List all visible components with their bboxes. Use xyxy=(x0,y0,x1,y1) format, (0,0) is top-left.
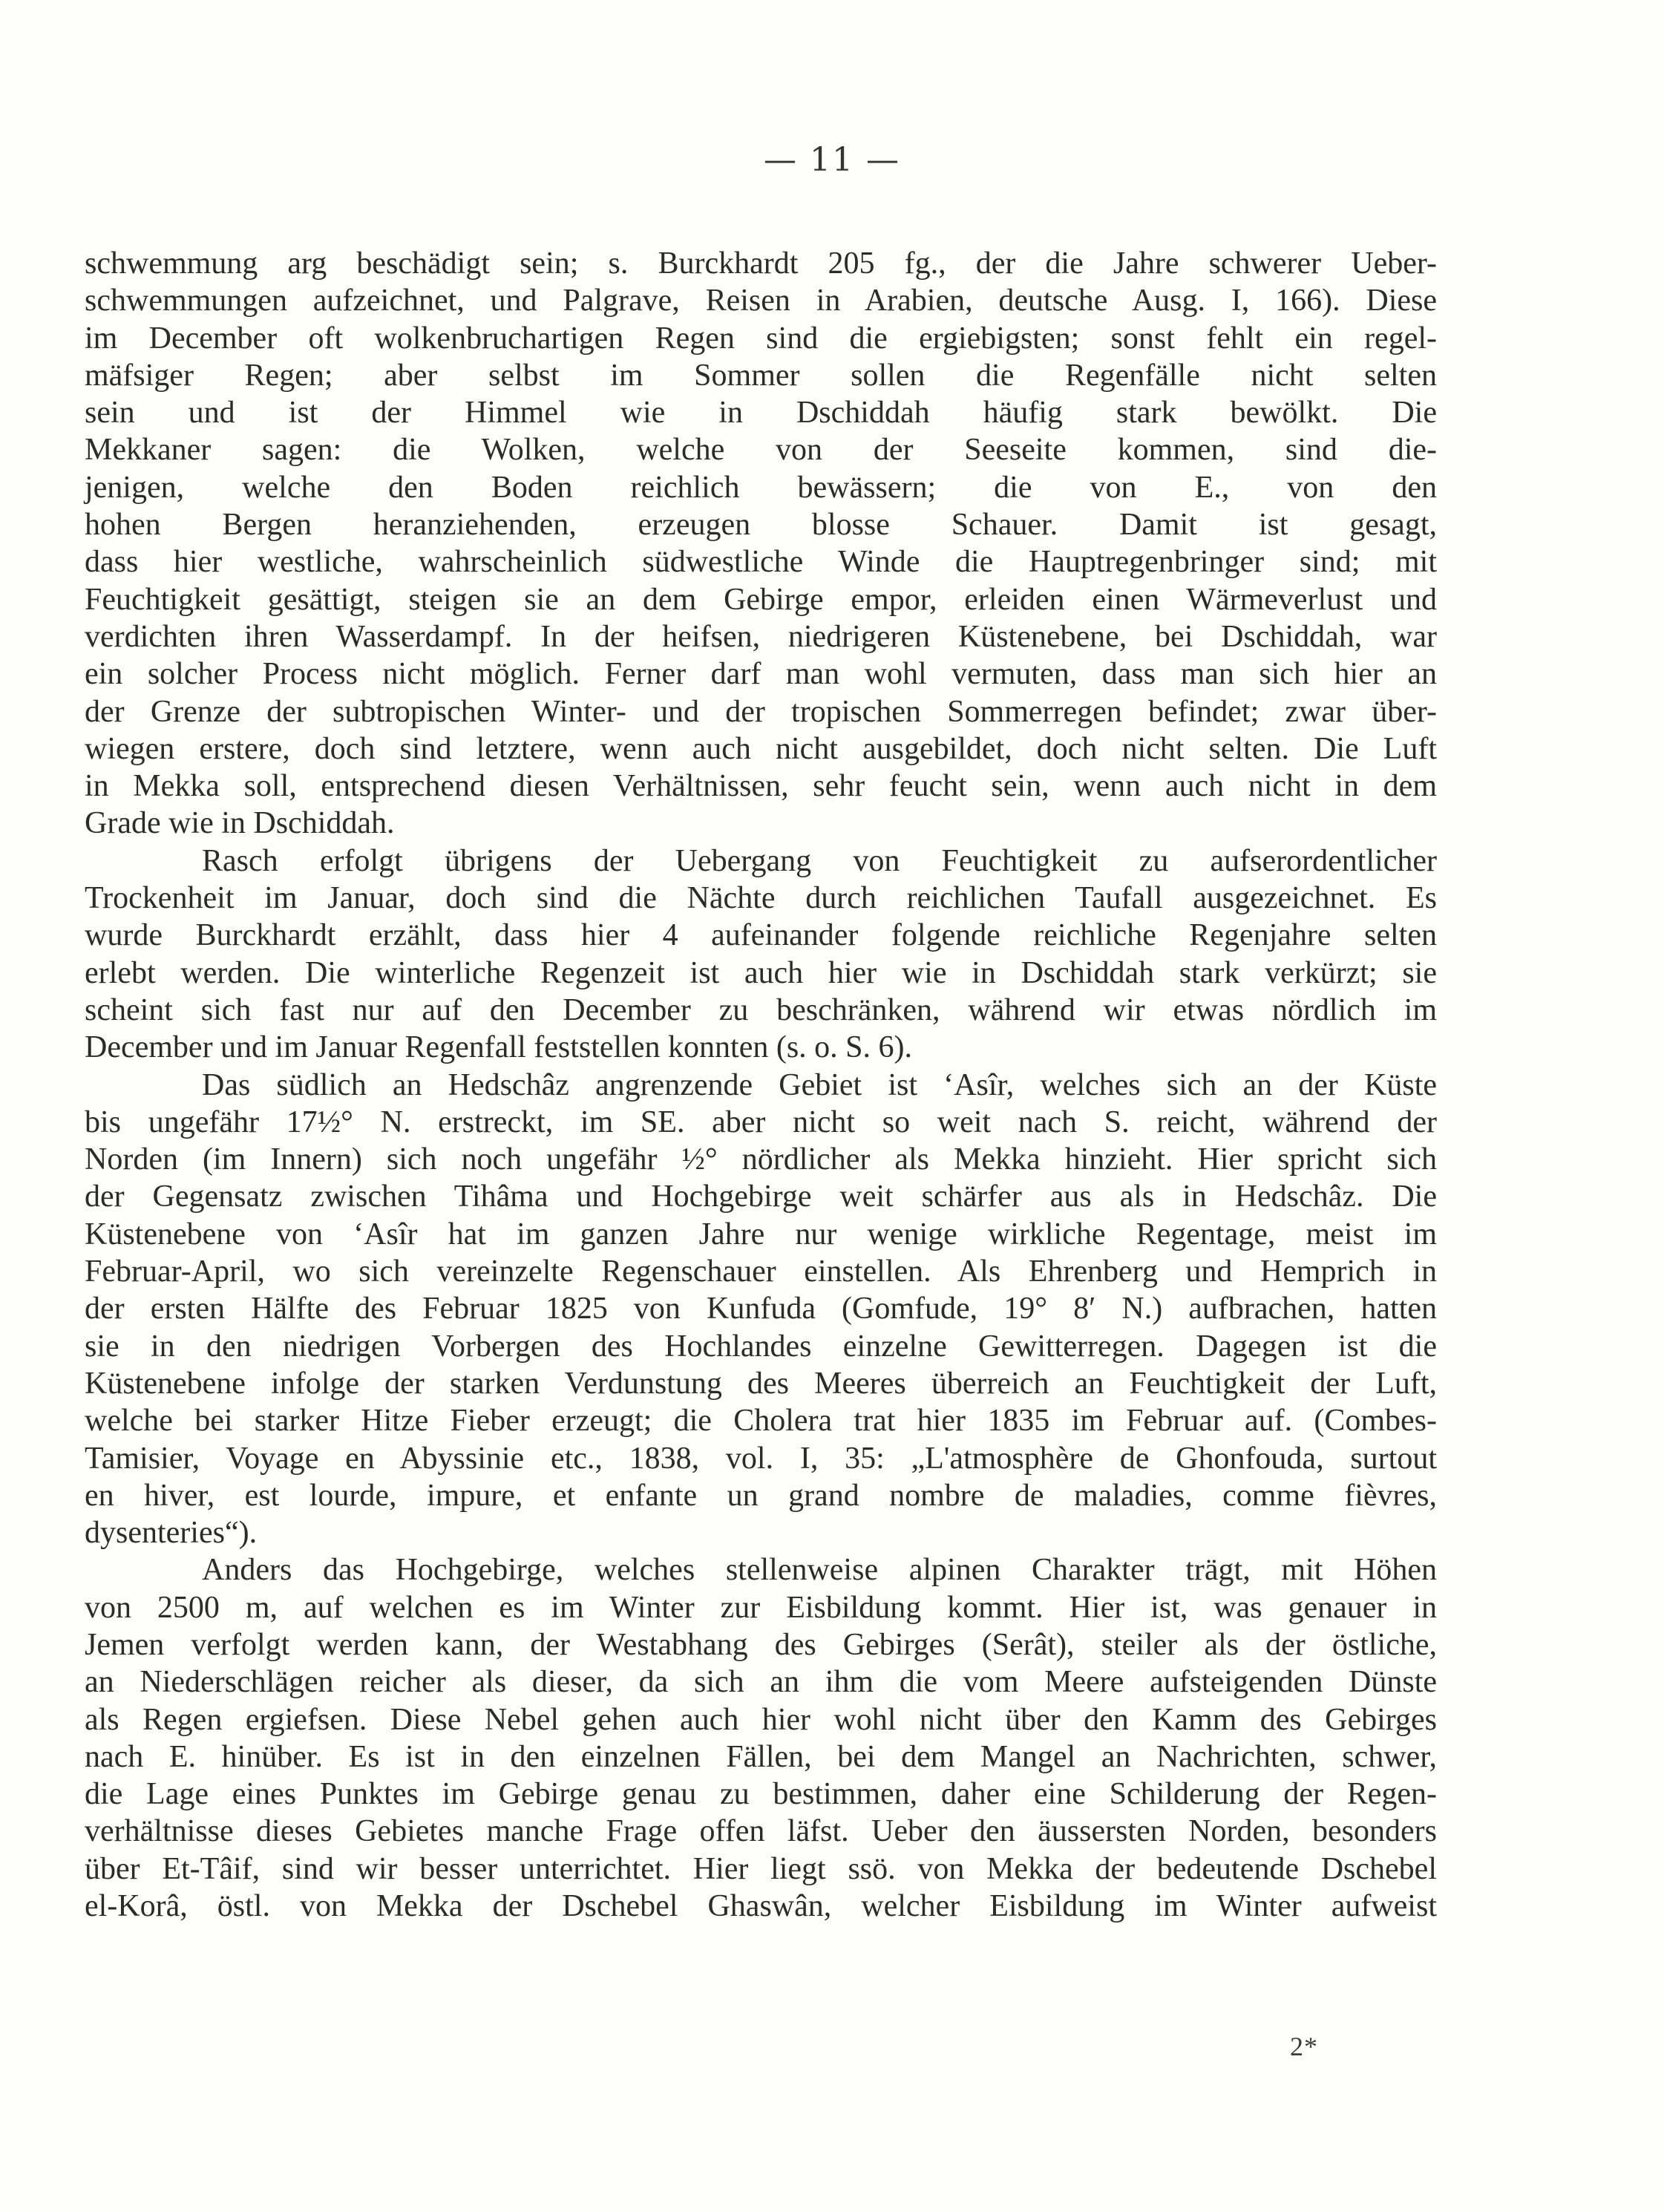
text-line: an Niederschlägen reicher als dieser, da sich an ihm die vom Meere aufsteigenden Dünste xyxy=(85,1665,1437,1700)
body-text xyxy=(85,245,1437,1925)
text-line: die Lage eines Punktes im Gebirge genau zu bestimmen, daher eine Schilderung der Regen- xyxy=(85,1777,1437,1812)
text-line: schwemmungen aufzeichnet, und Palgrave, Reisen in Arabien, deutsche Ausg. I, 166). Diese xyxy=(85,284,1437,318)
text-line: wiegen erstere, doch sind letztere, wenn auch nicht ausgebildet, doch nicht selten. Die Luft xyxy=(85,731,1437,766)
text-line: bis ungefähr 17½° N. erstreckt, im SE. aber nicht so weit nach S. reicht, während der xyxy=(85,1105,1437,1139)
text-line: ein solcher Process nicht möglich. Ferner darf man wohl vermuten, dass man sich hier an xyxy=(85,657,1437,692)
text-line: nach E. hinüber. Es ist in den einzelnen Fällen, bei dem Mangel an Nachrichten, schwer, xyxy=(85,1739,1437,1774)
text-line: über Et-Tâif, sind wir besser unterrichtet. Hier liegt ssö. von Mekka der bedeutende Dschebel xyxy=(85,1851,1437,1886)
text-line: Norden (im Innern) sich noch ungefähr ½° nördlicher als Mekka hinzieht. Hier spricht sich xyxy=(85,1142,1437,1177)
text-line: verhältnisse dieses Gebietes manche Frage offen läfst. Ueber den äussersten Norden, besonders xyxy=(85,1814,1437,1849)
text-line: dysenteries“). xyxy=(85,1516,258,1551)
text-line: Grade wie in Dschiddah. xyxy=(85,806,395,841)
text-line: im December oft wolkenbruchartigen Regen sind die ergiebigsten; sonst fehlt ein regel- xyxy=(85,321,1437,356)
text-line: der ersten Hälfte des Februar 1825 von Kunfuda (Gomfude, 19° 8′ N.) aufbrachen, hatten xyxy=(85,1292,1437,1326)
page-number-header: — 11 — xyxy=(764,141,900,179)
text-line: Küstenebene von ‘Asîr hat im ganzen Jahre nur wenige wirkliche Regentage, meist im xyxy=(85,1217,1437,1251)
text-line: wurde Burckhardt erzählt, dass hier 4 aufeinander folgende reichliche Regenjahre selten xyxy=(85,918,1437,953)
text-line: December und im Januar Regenfall feststellen konnten (s. o. S. 6). xyxy=(85,1030,913,1065)
text-line: scheint sich fast nur auf den December zu beschränken, während wir etwas nördlich im xyxy=(85,992,1437,1027)
text-line: Februar-April, wo sich vereinzelte Regenschauer einstellen. Als Ehrenberg und Hemprich in xyxy=(85,1254,1437,1289)
text-line: en hiver, est lourde, impure, et enfante un grand nombre de maladies, comme fièvres, xyxy=(85,1478,1437,1513)
text-line: schwemmung arg beschädigt sein; s. Burckhardt 205 fg., der die Jahre schwerer Ueber- xyxy=(85,246,1437,281)
text-line: in Mekka soll, entsprechend diesen Verhältnissen, sehr feucht sein, wenn auch nicht in dem xyxy=(85,769,1437,804)
text-line: Rasch erfolgt übrigens der Uebergang von Feuchtigkeit zu aufserordentlicher xyxy=(202,843,1437,878)
text-line: Tamisier, Voyage en Abyssinie etc., 1838, vol. I, 35: „L'atmosphère de Ghonfouda, surtout xyxy=(85,1441,1437,1476)
text-line: der Gegensatz zwischen Tihâma und Hochgebirge weit schärfer aus als in Hedschâz. Die xyxy=(85,1179,1437,1214)
text-line: welche bei starker Hitze Fieber erzeugt; die Cholera trat hier 1835 im Februar auf. (Combes- xyxy=(85,1404,1437,1439)
text-line: Küstenebene infolge der starken Verdunstung des Meeres überreich an Feuchtigkeit der Luft, xyxy=(85,1366,1437,1401)
text-line: sie in den niedrigen Vorbergen des Hochlandes einzelne Gewitterregen. Dagegen ist die xyxy=(85,1329,1437,1364)
text-line: mäfsiger Regen; aber selbst im Sommer sollen die Regenfälle nicht selten xyxy=(85,358,1437,393)
text-line: verdichten ihren Wasserdampf. In der heifsen, niedrigeren Küstenebene, bei Dschiddah, war xyxy=(85,619,1437,654)
text-line: der Grenze der subtropischen Winter- und der tropischen Sommerregen befindet; zwar über- xyxy=(85,694,1437,729)
text-line: el-Korâ, östl. von Mekka der Dschebel Ghaswân, welcher Eisbildung im Winter aufweist xyxy=(85,1889,1437,1924)
text-line: dass hier westliche, wahrscheinlich südwestliche Winde die Hauptregenbringer sind; mit xyxy=(85,545,1437,580)
text-line: hohen Bergen heranziehenden, erzeugen blosse Schauer. Damit ist gesagt, xyxy=(85,508,1437,543)
text-line: erlebt werden. Die winterliche Regenzeit ist auch hier wie in Dschiddah stark verkürzt; sie xyxy=(85,955,1437,990)
printer-signature-mark: 2* xyxy=(1290,2032,1318,2061)
text-line: Anders das Hochgebirge, welches stellenweise alpinen Charakter trägt, mit Höhen xyxy=(202,1553,1437,1588)
text-line: von 2500 m, auf welchen es im Winter zur Eisbildung kommt. Hier ist, was genauer in xyxy=(85,1590,1437,1625)
text-line: Mekkaner sagen: die Wolken, welche von der Seeseite kommen, sind die- xyxy=(85,433,1437,468)
text-line: Das südlich an Hedschâz angrenzende Gebiet ist ‘Asîr, welches sich an der Küste xyxy=(202,1067,1437,1102)
text-line: als Regen ergiefsen. Diese Nebel gehen auch hier wohl nicht über den Kamm des Gebirges xyxy=(85,1702,1437,1737)
text-line: sein und ist der Himmel wie in Dschiddah häufig stark bewölkt. Die xyxy=(85,396,1437,431)
text-line: Feuchtigkeit gesättigt, steigen sie an dem Gebirge empor, erleiden einen Wärmeverlust und xyxy=(85,582,1437,617)
text-line: Trockenheit im Januar, doch sind die Nächte durch reichlichen Taufall ausgezeichnet. Es xyxy=(85,881,1437,916)
text-line: Jemen verfolgt werden kann, der Westabhang des Gebirges (Serât), steiler als der östliche, xyxy=(85,1627,1437,1662)
text-line: jenigen, welche den Boden reichlich bewässern; die von E., von den xyxy=(85,470,1437,505)
